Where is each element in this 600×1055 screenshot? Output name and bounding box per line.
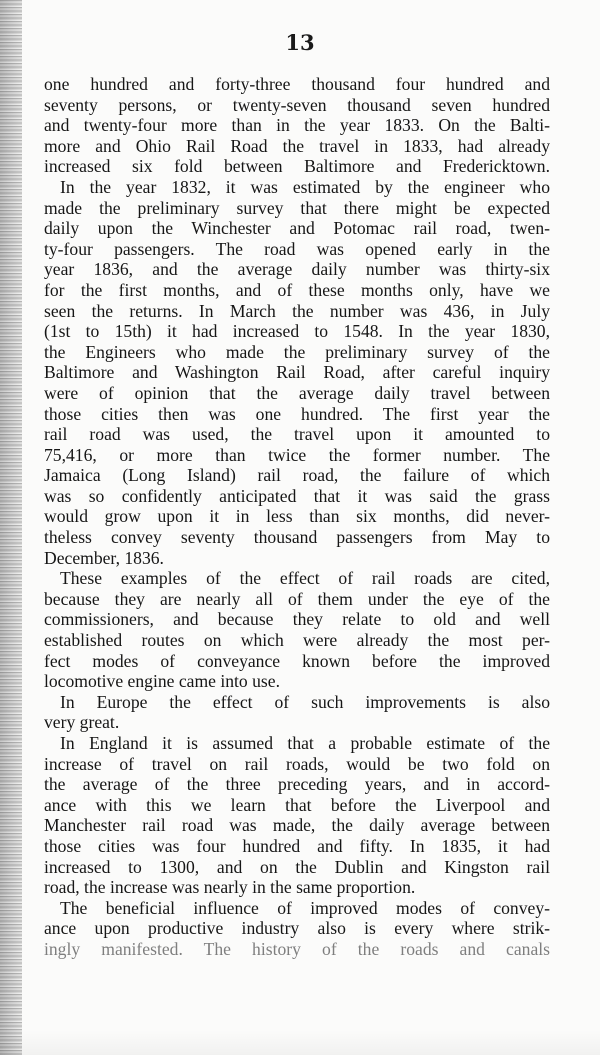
text-line: those cities was four hundred and fifty. In 1835, it had (44, 835, 550, 856)
page-binding-edge (0, 0, 22, 1055)
paragraph-end-line: December, 1836. (44, 547, 164, 568)
text-line: Baltimore and Washington Rail Road, after careful inquiry (44, 362, 550, 383)
text-line: year 1836, and the average daily number was thirty-six (44, 259, 550, 280)
text-line: rail road was used, the travel upon it amounted to (44, 424, 550, 445)
text-line: more and Ohio Rail Road the travel in 1833, had already (44, 135, 550, 156)
text-line: increase of travel on rail roads, would be two fold on (44, 753, 550, 774)
text-line: were of opinion that the average daily travel between (44, 382, 550, 403)
paragraph-start-line: These examples of the effect of rail roads are cited, (60, 568, 550, 589)
paragraph-start-line: In England it is assumed that a probable estimate of the (60, 733, 550, 753)
paragraph-end-line: very great. (44, 712, 120, 733)
text-line: commissioners, and because they relate to old and well (44, 609, 550, 630)
body-text (44, 74, 550, 960)
text-line: one hundred and forty-three thousand four hundred and (44, 74, 550, 94)
text-line: those cities then was one hundred. The first year the (44, 403, 550, 424)
text-line: the average of the three preceding years, and in accord- (44, 774, 550, 795)
text-line: and twenty-four more than in the year 1833. On the Balti- (44, 115, 550, 136)
text-line: was so confidently anticipated that it was said the grass (44, 485, 550, 506)
text-line: (1st to 15th) it had increased to 1548. In the year 1830, (44, 321, 550, 342)
text-line: because they are nearly all of them under the eye of the (44, 588, 550, 609)
page-bottom-margin (0, 1030, 600, 1055)
paragraph-start-line: In the year 1832, it was estimated by the engineer who (60, 176, 550, 197)
text-line: seen the returns. In March the number was 436, in July (44, 300, 550, 321)
text-line: increased six fold between Baltimore and Fredericktown. (44, 156, 550, 177)
text-line: ance upon productive industry also is every where strik- (44, 918, 550, 939)
text-line: Jamaica (Long Island) rail road, the failure of which (44, 465, 550, 486)
text-line: theless convey seventy thousand passengers from May to (44, 527, 550, 548)
paragraph-start-line: In Europe the effect of such improvements is also (60, 691, 550, 712)
text-line: would grow upon it in less than six months, did never- (44, 506, 550, 527)
text-line: ty-four passengers. The road was opened early in the (44, 238, 550, 259)
text-line: fect modes of conveyance known before the improved (44, 650, 550, 671)
page-number: 13 (285, 30, 315, 55)
text-line: increased to 1300, and on the Dublin and Kingston rail (44, 856, 550, 877)
text-line: for the first months, and of these months only, have we (44, 279, 550, 300)
text-line: ance with this we learn that before the Liverpool and (44, 794, 550, 815)
text-line: made the preliminary survey that there might be expected (44, 197, 550, 218)
text-line: daily upon the Winchester and Potomac rail road, twen- (44, 218, 550, 239)
paragraph-end-line: road, the increase was nearly in the same proportion. (44, 877, 416, 898)
paragraph-start-line: The beneficial influence of improved modes of convey- (60, 897, 550, 918)
text-line: established routes on which were already the most per- (44, 630, 550, 651)
paragraph-end-line: locomotive engine came into use. (44, 671, 280, 692)
text-line: 75,416, or more than twice the former number. The (44, 444, 550, 465)
text-line: Manchester rail road was made, the daily average between (44, 815, 550, 836)
cut-off-text-line: ingly manifested. The history of the roads and canals (44, 938, 550, 959)
text-line: the Engineers who made the preliminary survey of the (44, 341, 550, 362)
text-line: seventy persons, or twenty-seven thousand seven hundred (44, 94, 550, 115)
